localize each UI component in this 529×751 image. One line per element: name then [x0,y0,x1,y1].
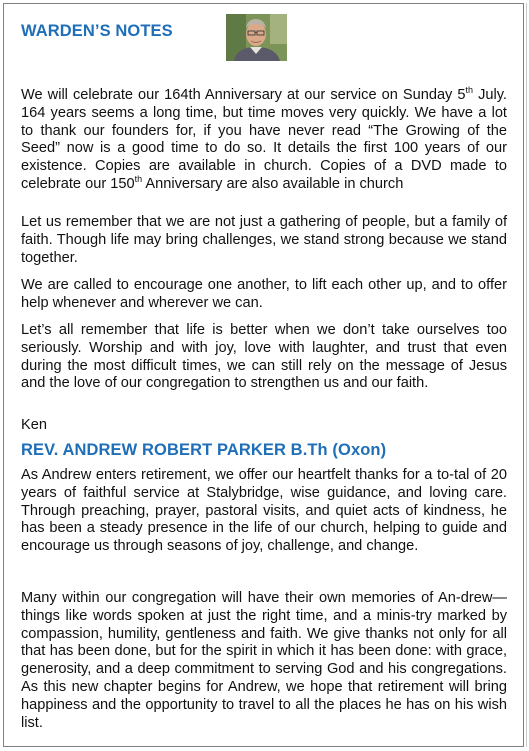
wardens-notes-paragraph-2: Let us remember that we are not just a gathering of people, but a family of faith. Though life may bring challenges, we stand strong because we stand together. [21,214,507,266]
wardens-notes-paragraph-1 [21,87,507,194]
wardens-notes-heading: WARDEN’S NOTES [21,22,173,40]
rev-section-paragraph-1: As Andrew enters retirement, we offer our heartfelt thanks for a to-tal of 20 years of faithful service at Stalybridge, wise guidance, and loving care. Through preaching, prayer, pastoral visits, and quiet acts of kindness, he has been a steady presence in the life of our church, helping to guide and encourage us through seasons of joy, challenge, and change. [21,467,507,555]
paragraph-1-text-b: July. 164 years seems a long time, but time moves very quickly. We have a lot to thank our founders for, if you have never read “The Growing of the Seed” now is a good time to do so. It details the first 100 years of our existence. Copies are available in church. Copies of a DVD made to celebrate our 150 [21,87,507,192]
signature: Ken [21,417,47,433]
paragraph-1-text-a: We will celebrate our 164th Anniversary at our service on Sunday 5 [21,87,466,103]
wardens-notes-paragraph-4: Let’s all remember that life is better when we don’t take ourselves too seriously. Worship and with joy, love with laughter, and trust that even during the most difficult times, we can still rely on the message of Jesus and the love of our congregation to strengthen us and our faith. [21,322,507,392]
ordinal-suffix: th [465,85,474,96]
page-border-shadow [526,3,527,747]
paragraph-1-text-c: Anniversary are also available in church [142,175,404,192]
ordinal-suffix: th [134,174,143,185]
rev-section-paragraph-2: Many within our congregation will have their own memories of An-drew—things like words spoken at just the right time, and a minis-try marked by compassion, humility, gentleness and faith. We give thanks not only for all that has been done, but for the spirit in which it has been done: with grace, generosity, and a deep commitment to serving God and his congregations. As this new chapter begins for Andrew, we hope that retirement will bring happiness and the opportunity to travel to all the places he has on his wish list. [21,590,507,731]
rev-section-heading: REV. ANDREW ROBERT PARKER B.Th (Oxon) [21,441,387,459]
wardens-notes-paragraph-3: We are called to encourage one another, to lift each other up, and to offer help whenever and wherever we can. [21,277,507,311]
portrait-photo-icon [226,14,287,61]
